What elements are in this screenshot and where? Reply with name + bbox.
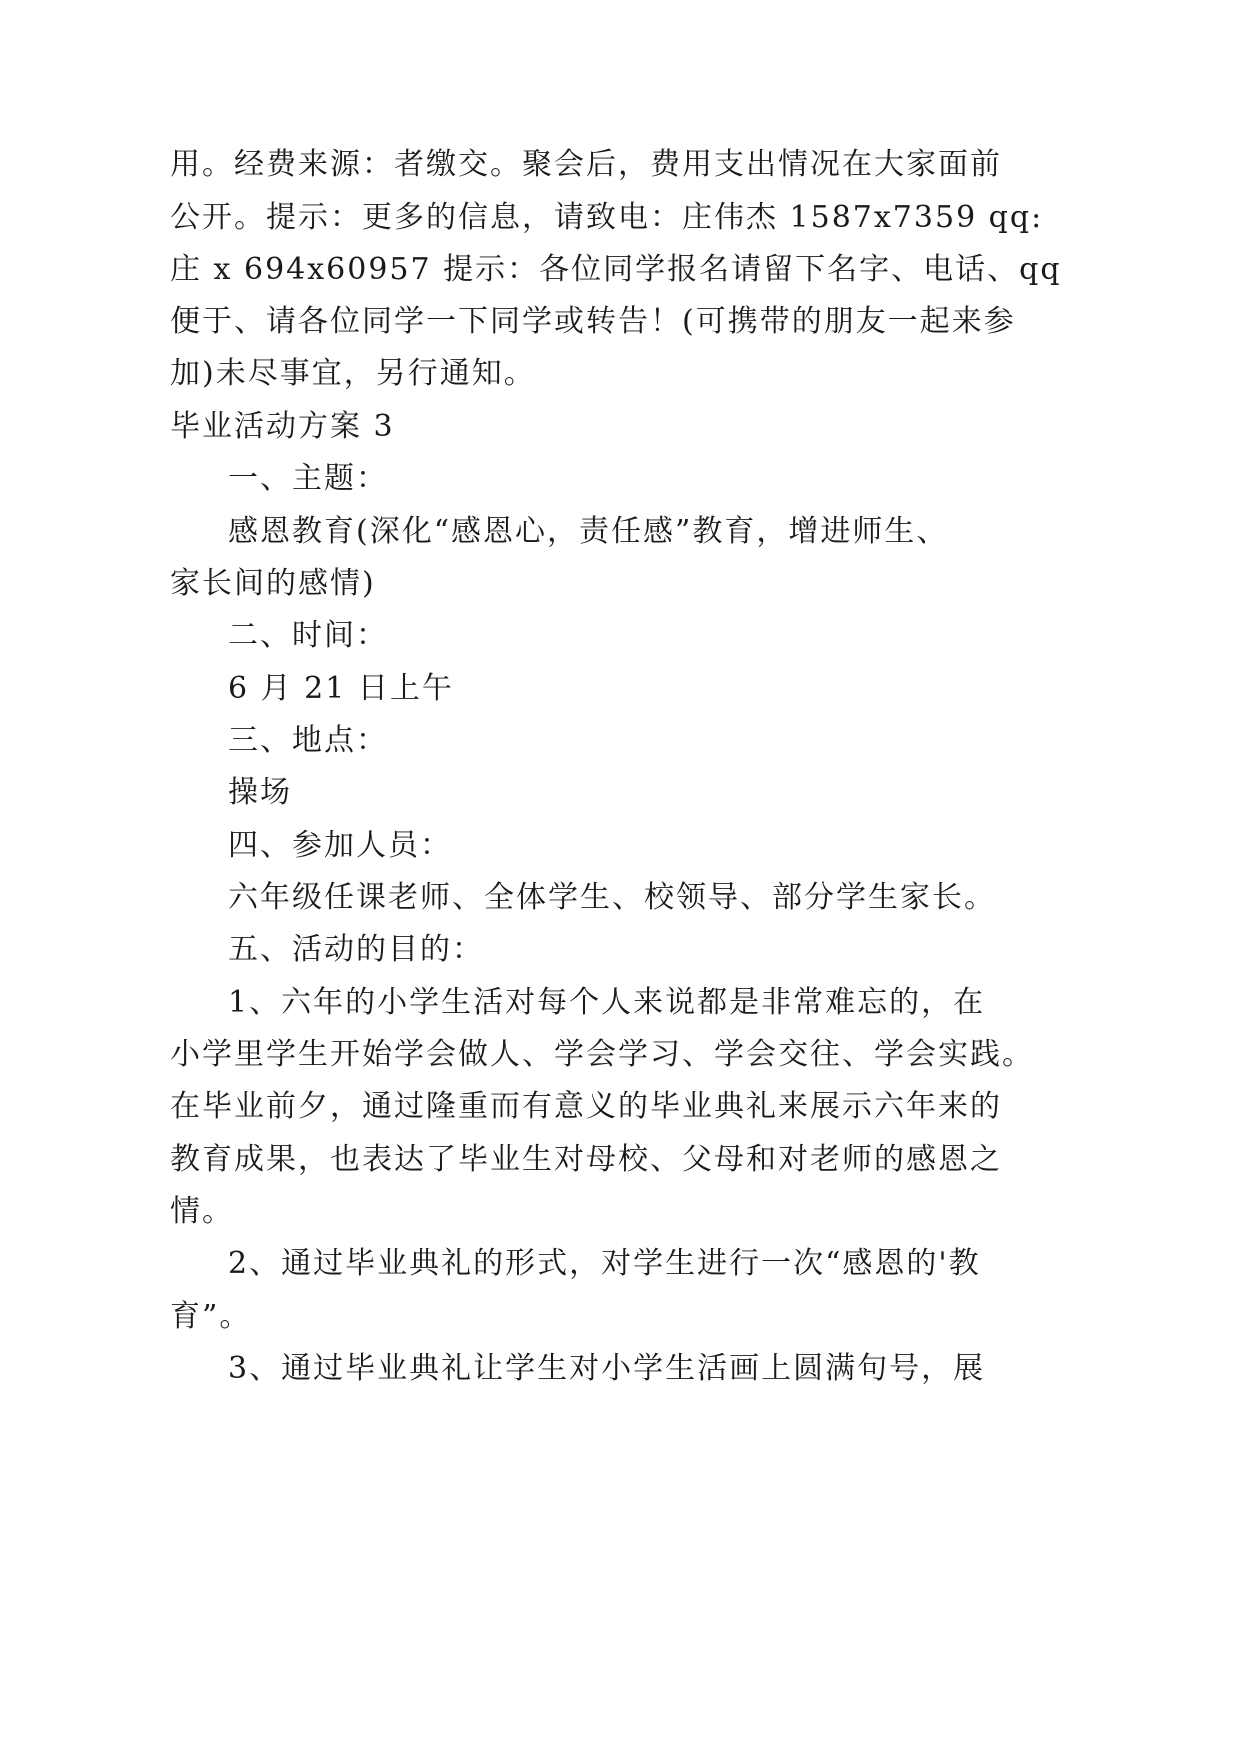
place-heading: 三、地点： [228,723,388,758]
purpose-1-line: 教育成果，也表达了毕业生对母校、父母和对老师的感恩之 [170,1142,1002,1177]
purpose-heading: 五、活动的目的： [228,932,484,967]
place-body: 操场 [228,775,292,810]
participants-heading: 四、参加人员： [228,828,452,863]
paragraph-line: 庄 x 694x60957 提示：各位同学报名请留下名字、电话、qq [170,252,1062,287]
purpose-3-line: 3、通过毕业典礼让学生对小学生活画上圆满句号，展 [228,1351,986,1386]
section-title: 毕业活动方案 3 [170,409,395,444]
paragraph-line: 便于、请各位同学一下同学或转告！(可携带的朋友一起来参 [170,304,1016,339]
paragraph-line: 加)未尽事宜，另行通知。 [170,356,536,391]
paragraph-line: 用。经费来源：者缴交。聚会后，费用支出情况在大家面前 [170,147,1002,182]
paragraph-line: 公开。提示：更多的信息，请致电：庄伟杰 1587x7359 qq: [170,200,1044,235]
theme-body-line: 感恩教育(深化“感恩心，责任感”教育，增进师生、 [228,514,949,549]
participants-body: 六年级任课老师、全体学生、校领导、部分学生家长。 [228,880,996,915]
theme-body-line: 家长间的感情) [170,566,376,601]
time-body: 6 月 21 日上午 [228,671,454,706]
purpose-1-line: 在毕业前夕，通过隆重而有意义的毕业典礼来展示六年来的 [170,1089,1002,1124]
purpose-1-line: 1、六年的小学生活对每个人来说都是非常难忘的，在 [228,985,986,1020]
purpose-2-line: 2、通过毕业典礼的形式，对学生进行一次“感恩的'教 [228,1246,981,1281]
purpose-1-line: 情。 [170,1194,234,1229]
purpose-1-line: 小学里学生开始学会做人、学会学习、学会交往、学会实践。 [170,1037,1034,1072]
purpose-2-line: 育”。 [170,1299,252,1334]
theme-heading: 一、主题： [228,461,388,496]
time-heading: 二、时间： [228,618,388,653]
